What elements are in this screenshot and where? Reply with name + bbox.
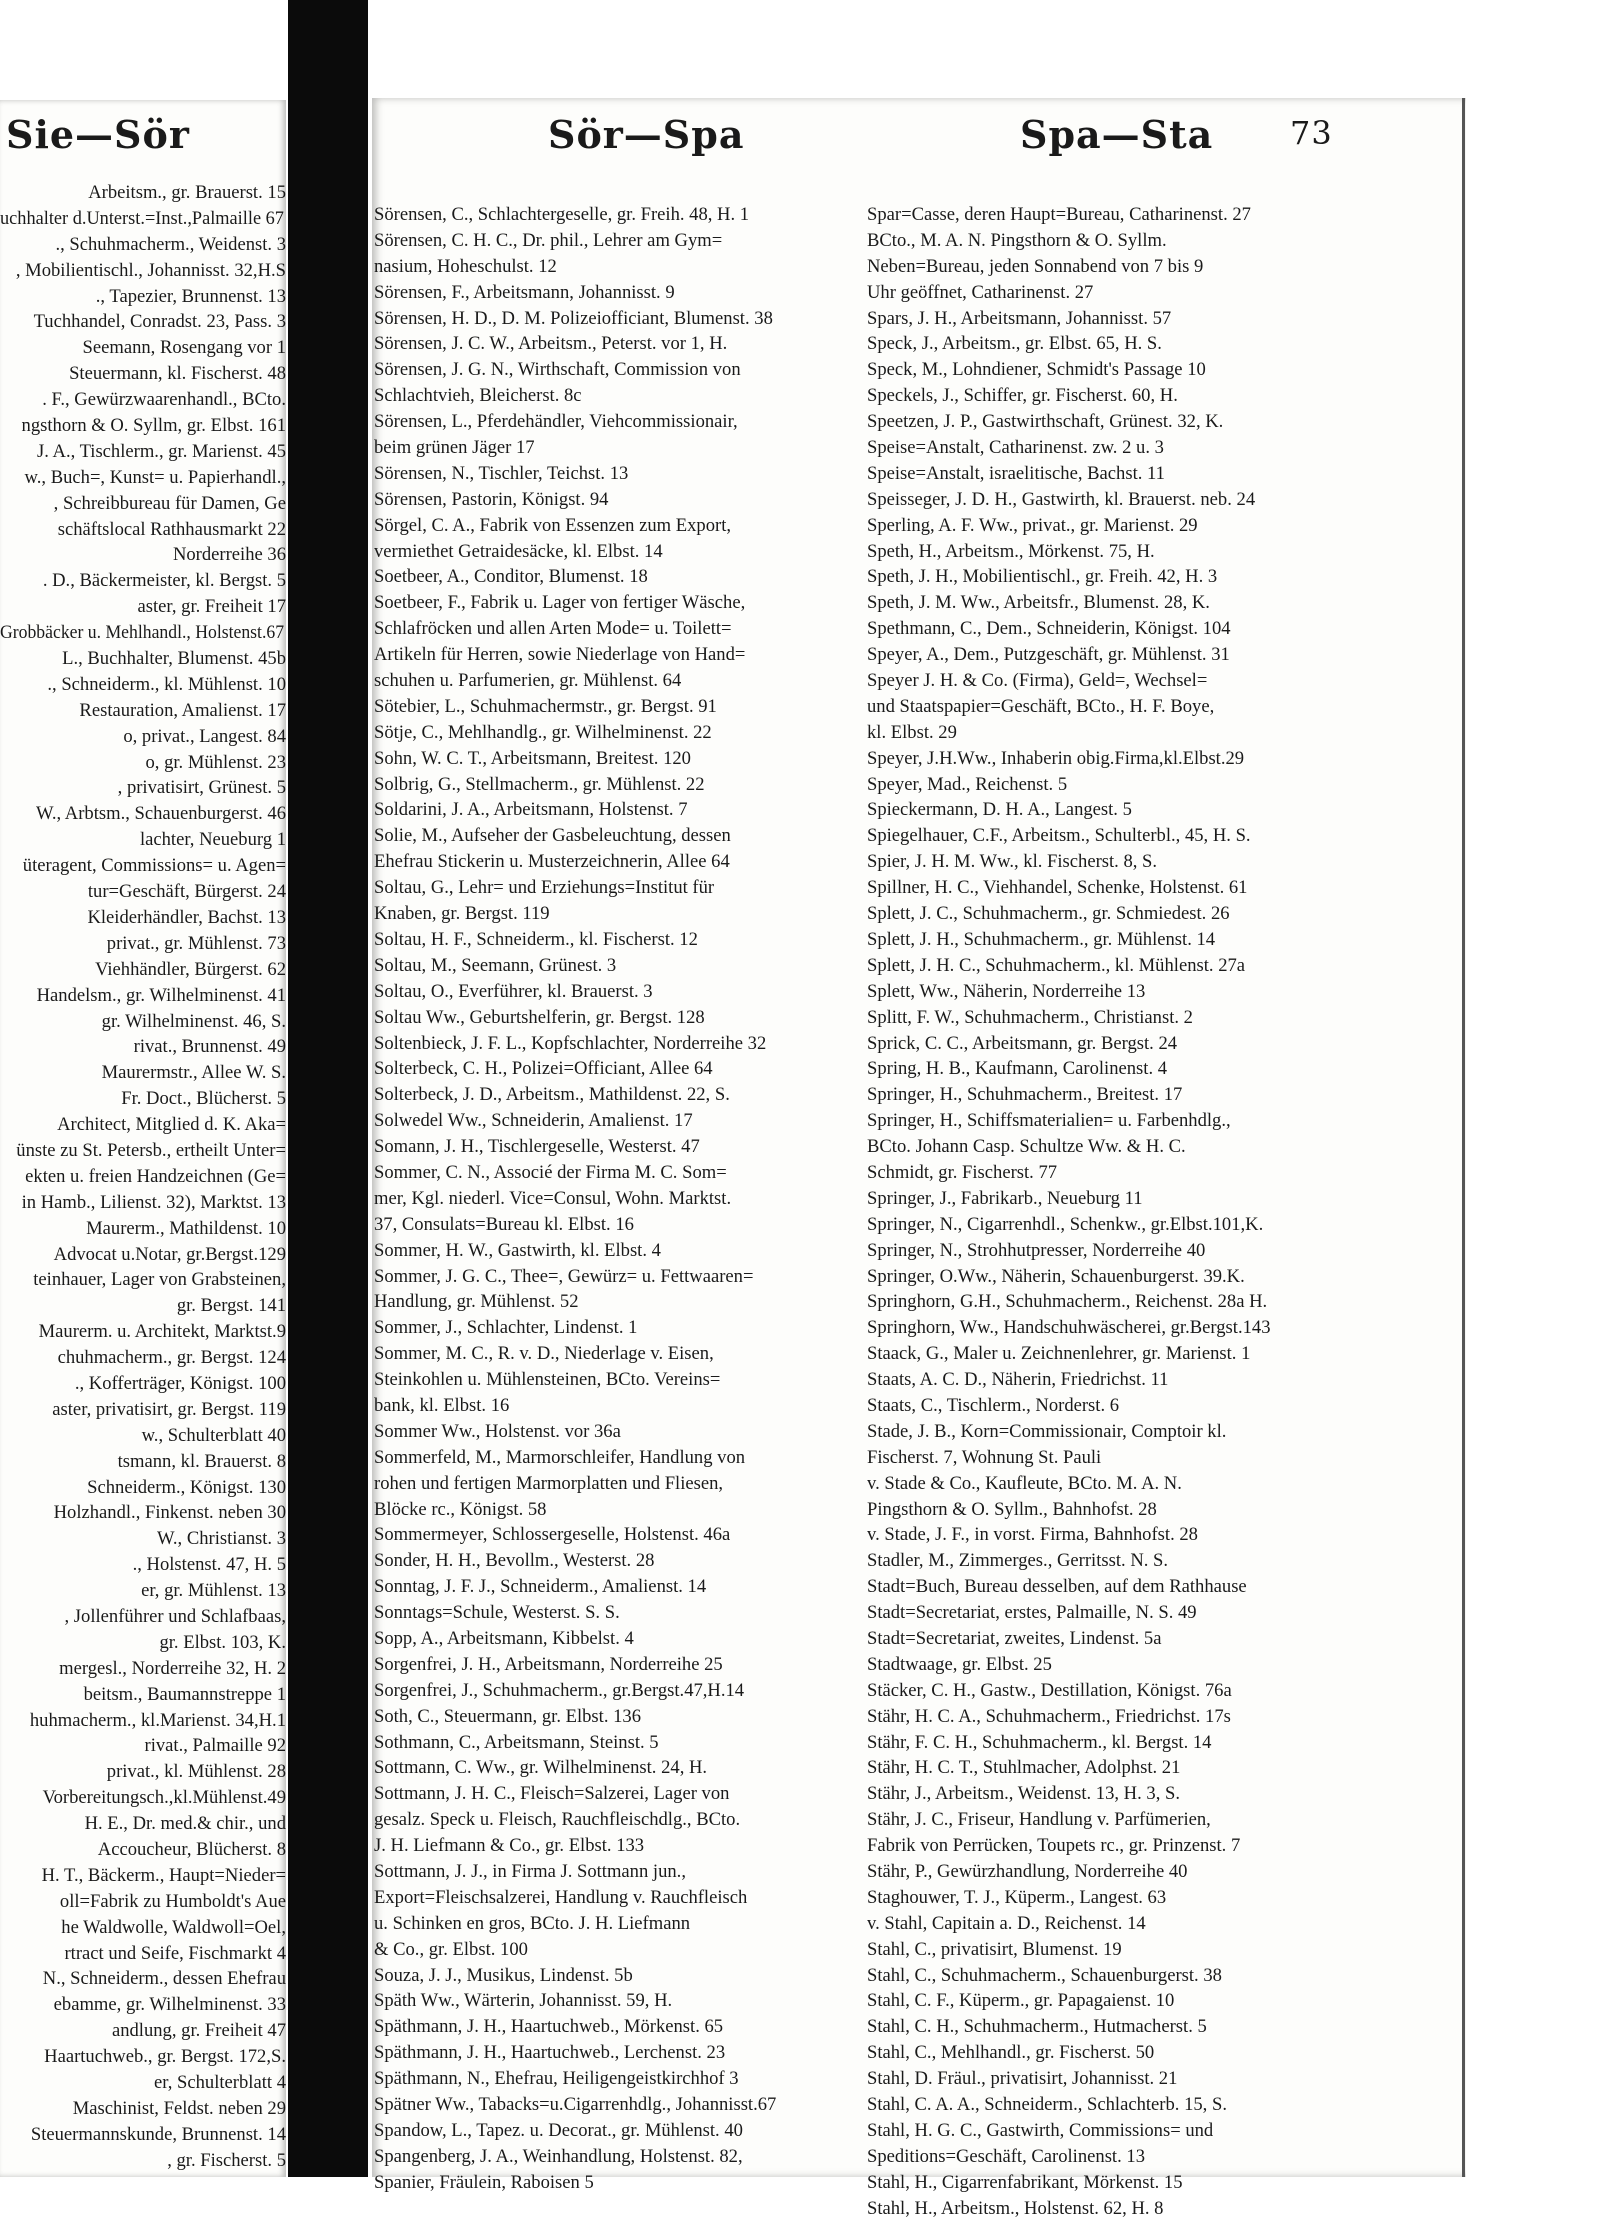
directory-entry-line: Spiegelhauer, C.F., Arbeitsm., Schulterbl., 45, H. S.	[867, 825, 1251, 847]
directory-entry-line: Springer, N., Strohhutpresser, Norderreihe 40	[867, 1239, 1206, 1261]
directory-entry-line: Sörensen, L., Pferdehändler, Viehcommissionair,	[374, 411, 738, 433]
directory-entry-line: bank, kl. Elbst. 16	[374, 1394, 510, 1416]
directory-entry-line: Speise=Anstalt, Catharinenst. zw. 2 u. 3	[867, 437, 1164, 459]
directory-entry-line: Sörensen, C., Schlachtergeselle, gr. Freih. 48, H. 1	[374, 204, 750, 225]
directory-entry-line: Steuermann, kl. Fischerst. 48	[69, 363, 286, 385]
directory-entry-line: Sörensen, Pastorin, Königst. 94	[374, 488, 609, 510]
directory-entry-line: w., Buch=, Kunst= u. Papierhandl.,	[24, 466, 286, 488]
directory-entry-line: Neben=Bureau, jeden Sonnabend von 7 bis 9	[867, 255, 1204, 277]
directory-entry-line: Grobbäcker u. Mehlhandl., Holstenst.67	[0, 622, 285, 644]
directory-entry-line: schuhen u. Parfumerien, gr. Mühlenst. 64	[374, 670, 682, 692]
directory-entry-line: Speyer, Mad., Reichenst. 5	[867, 773, 1068, 795]
directory-entry-line: Schlachtvieh, Bleicherst. 8c	[374, 385, 582, 407]
directory-entry-line: Solie, M., Aufseher der Gasbeleuchtung, dessen	[374, 825, 731, 847]
directory-entry-line: Splett, J. H. C., Schuhmacherm., kl. Mühlenst. 27a	[867, 954, 1246, 976]
directory-entry-line: Solterbeck, J. D., Arbeitsm., Mathildenst. 22, S.	[374, 1084, 730, 1106]
directory-entry-line: tsmann, kl. Brauerst. 8	[117, 1450, 286, 1472]
directory-entry-line: Speckels, J., Schiffer, gr. Fischerst. 60, H.	[867, 385, 1178, 407]
directory-entry-line: H. T., Bäckerm., Haupt=Nieder=	[41, 1864, 286, 1886]
directory-entry-line: Staats, C., Tischlerm., Norderst. 6	[867, 1394, 1120, 1416]
directory-entry-line: er, Schulterblatt 4	[154, 2072, 286, 2094]
directory-entry-line: Soetbeer, F., Fabrik u. Lager von fertiger Wäsche,	[374, 592, 746, 614]
directory-entry-line: , Jollenführer und Schlafbaas,	[64, 1605, 286, 1627]
directory-entry-line: w., Schulterblatt 40	[141, 1424, 286, 1446]
directory-entry-line: Sommer, M. C., R. v. D., Niederlage v. Eisen,	[374, 1343, 714, 1365]
directory-entry-line: Stähr, P., Gewürzhandlung, Norderreihe 40	[867, 1861, 1188, 1882]
directory-entry-line: Somann, J. H., Tischlergeselle, Westerst. 47	[374, 1136, 700, 1158]
directory-entry-line: Soltenbieck, J. F. L., Kopfschlachter, Norderreihe 32	[374, 1032, 767, 1054]
right-page	[372, 98, 1466, 2219]
directory-entry-line: Schmidt, gr. Fischerst. 77	[867, 1161, 1058, 1183]
directory-entry-line: rivat., Palmaille 92	[144, 1735, 286, 1757]
directory-entry-line: Spar=Casse, deren Haupt=Bureau, Catharinenst. 27	[867, 204, 1251, 225]
directory-entry-line: ekten u. freien Handzeichnen (Ge=	[25, 1165, 286, 1187]
directory-entry-line: Speck, J., Arbeitsm., gr. Elbst. 65, H. S.	[867, 333, 1162, 355]
directory-entry-line: Viehhändler, Bürgerst. 62	[95, 958, 286, 980]
directory-entry-line: ebamme, gr. Wilhelminenst. 33	[53, 1994, 286, 2016]
directory-entry-line: gr. Bergst. 141	[176, 1295, 286, 1317]
directory-entry-line: ., Schuhmacherm., Weidenst. 3	[55, 233, 286, 255]
directory-entry-line: Späthmann, J. H., Haartuchweb., Lerchenst. 23	[374, 2042, 726, 2064]
directory-entry-line: Steuermannskunde, Brunnenst. 14	[30, 2123, 286, 2145]
directory-entry-line: Stahl, C. A. A., Schneiderm., Schlachterb. 15, S.	[867, 2094, 1227, 2116]
directory-entry-line: Splett, J. H., Schuhmacherm., gr. Mühlenst. 14	[867, 928, 1216, 950]
directory-entry-line: Soetbeer, A., Conditor, Blumenst. 18	[374, 566, 648, 588]
directory-entry-line: Stähr, J., Arbeitsm., Weidenst. 13, H. 3, S.	[867, 1783, 1180, 1805]
directory-entry-line: Tuchhandel, Conradst. 23, Pass. 3	[33, 311, 286, 333]
directory-entry-line: Artikeln für Herren, sowie Niederlage von Hand=	[374, 644, 746, 666]
directory-entry-line: Seemann, Rosengang vor 1	[82, 337, 286, 359]
directory-entry-line: rohen und fertigen Marmorplatten und Fliesen,	[374, 1472, 724, 1494]
directory-entry-line: Sperling, A. F. Ww., privat., gr. Marienst. 29	[867, 514, 1198, 536]
directory-entry-line: Sörgel, C. A., Fabrik von Essenzen zum Export,	[374, 514, 732, 536]
directory-entry-line: beim grünen Jäger 17	[374, 437, 535, 459]
directory-entry-line: er, gr. Mühlenst. 13	[141, 1580, 286, 1602]
directory-entry-line: Solbrig, G., Stellmacherm., gr. Mühlenst. 22	[374, 773, 705, 795]
directory-entry-line: Sörensen, F., Arbeitsmann, Johannisst. 9	[374, 281, 675, 303]
directory-entry-line: W., Christianst. 3	[157, 1528, 286, 1550]
directory-entry-line: Spätner Ww., Tabacks=u.Cigarrenhdlg., Johannisst.67	[374, 2094, 777, 2116]
directory-entry-line: . D., Bäckermeister, kl. Bergst. 5	[42, 570, 286, 592]
directory-entry-line: Staghouwer, T. J., Küperm., Langest. 63	[867, 1886, 1167, 1908]
directory-entry-line: Speck, M., Lohndiener, Schmidt's Passage 10	[867, 359, 1206, 381]
directory-entry-line: Speise=Anstalt, israelitische, Bachst. 11	[867, 462, 1165, 484]
binding-shadow	[288, 0, 368, 2177]
directory-entry-line: Stähr, H. C. A., Schuhmacherm., Friedrichst. 17s	[867, 1705, 1231, 1727]
directory-entry-line: , Schreibbureau für Damen, Ge	[53, 492, 286, 514]
directory-entry-line: Stahl, C. F., Küperm., gr. Papagaienst. 10	[867, 1990, 1175, 2012]
directory-entry-line: Speth, J. H., Mobilientischl., gr. Freih. 42, H. 3	[867, 566, 1218, 588]
directory-entry-line: Haartuchweb., gr. Bergst. 172,S.	[44, 2046, 286, 2068]
directory-entry-line: und Staatspapier=Geschäft, BCto., H. F. Boye,	[867, 695, 1215, 717]
directory-entry-line: Knaben, gr. Bergst. 119	[374, 903, 550, 925]
directory-entry-line: , gr. Fischerst. 5	[167, 2149, 286, 2171]
directory-entry-line: Sörensen, N., Tischler, Teichst. 13	[374, 462, 629, 484]
directory-entry-line: Soth, C., Steuermann, gr. Elbst. 136	[374, 1705, 642, 1727]
directory-entry-line: Handelsm., gr. Wilhelminenst. 41	[36, 984, 286, 1006]
directory-entry-line: Späthmann, J. H., Haartuchweb., Mörkenst. 65	[374, 2016, 724, 2038]
directory-entry-line: Sommer Ww., Holstenst. vor 36a	[374, 1420, 621, 1442]
directory-entry-line: Fr. Doct., Blücherst. 5	[121, 1088, 286, 1110]
directory-entry-line: Ehefrau Stickerin u. Musterzeichnerin, Allee 64	[374, 851, 730, 873]
directory-entry-line: Stade, J. B., Korn=Commissionair, Comptoir kl.	[867, 1420, 1227, 1442]
directory-entry-line: ünste zu St. Petersb., ertheilt Unter=	[16, 1139, 286, 1161]
directory-entry-line: privat., kl. Mühlenst. 28	[106, 1761, 286, 1783]
directory-entry-line: Speyer J. H. & Co. (Firma), Geld=, Wechsel=	[867, 670, 1208, 692]
directory-entry-line: Restauration, Amalienst. 17	[79, 699, 286, 721]
directory-entry-line: chuhmacherm., gr. Bergst. 124	[57, 1347, 286, 1369]
directory-entry-line: Stadler, M., Zimmerges., Gerritsst. N. S.	[867, 1550, 1169, 1572]
directory-entry-line: Spars, J. H., Arbeitsmann, Johannisst. 57	[867, 307, 1172, 329]
directory-entry-line: beitsm., Baumannstreppe 1	[83, 1683, 286, 1705]
left-page-column	[0, 180, 286, 2174]
directory-entry-line: W., Arbtsm., Schauenburgerst. 46	[36, 803, 286, 825]
directory-entry-line: Staats, A. C. D., Näherin, Friedrichst. 11	[867, 1369, 1169, 1391]
directory-entry-line: v. Stahl, Capitain a. D., Reichenst. 14	[867, 1912, 1146, 1934]
page-edge	[1462, 98, 1465, 2177]
directory-entry-line: Springer, J., Fabrikarb., Neueburg 11	[867, 1187, 1143, 1209]
directory-entry-line: Export=Fleischsalzerei, Handlung v. Rauchfleisch	[374, 1886, 748, 1908]
directory-entry-line: Norderreihe 36	[172, 544, 286, 566]
directory-entry-line: o, privat., Langest. 84	[123, 725, 286, 747]
directory-entry-line: ngsthorn & O. Syllm, gr. Elbst. 161	[21, 415, 286, 437]
directory-entry-line: Spier, J. H. M. Ww., kl. Fischerst. 8, S.	[867, 851, 1158, 873]
directory-entry-line: Speyer, A., Dem., Putzgeschäft, gr. Mühlenst. 31	[867, 644, 1230, 666]
directory-entry-line: 37, Consulats=Bureau kl. Elbst. 16	[374, 1213, 634, 1235]
directory-entry-line: Stahl, H., Cigarrenfabrikant, Mörkenst. 15	[867, 2171, 1183, 2193]
directory-entry-line: Spring, H. B., Kaufmann, Carolinenst. 4	[867, 1058, 1168, 1080]
directory-entry-line: Sörensen, J. C. W., Arbeitsm., Peterst. vor 1, H.	[374, 333, 728, 355]
directory-entry-line: Stähr, J. C., Friseur, Handlung v. Parfümerien,	[867, 1809, 1211, 1831]
directory-entry-line: Springer, H., Schuhmacherm., Breitest. 17	[867, 1084, 1183, 1106]
directory-entry-line: ., Schneiderm., kl. Mühlenst. 10	[47, 673, 286, 695]
directory-entry-line: BCto. Johann Casp. Schultze Ww. & H. C.	[867, 1136, 1186, 1158]
directory-entry-line: Sonder, H. H., Bevollm., Westerst. 28	[374, 1550, 655, 1572]
directory-entry-line: Sohn, W. C. T., Arbeitsmann, Breitest. 120	[374, 747, 691, 769]
directory-entry-line: J. A., Tischlerm., gr. Marienst. 45	[37, 440, 286, 462]
directory-entry-line: Sottmann, J. H. C., Fleisch=Salzerei, Lager von	[374, 1783, 730, 1805]
directory-entry-line: Stahl, C., Mehlhandl., gr. Fischerst. 50	[867, 2042, 1155, 2064]
directory-entry-line: Soltau, O., Everführer, kl. Brauerst. 3	[374, 980, 653, 1002]
directory-entry-line: Maschinist, Feldst. neben 29	[72, 2097, 286, 2119]
directory-entry-line: Soltau, G., Lehr= und Erziehungs=Institut für	[374, 877, 715, 899]
directory-entry-line: Späthmann, N., Ehefrau, Heiligengeistkirchhof 3	[374, 2068, 739, 2090]
directory-entry-line: Advocat u.Notar, gr.Bergst.129	[53, 1243, 286, 1265]
directory-entry-line: Maurermstr., Allee W. S.	[101, 1062, 286, 1084]
directory-entry-line: Springhorn, Ww., Handschuhwäscherei, gr.Bergst.143	[867, 1317, 1271, 1339]
directory-entry-line: BCto., M. A. N. Pingsthorn & O. Syllm.	[867, 229, 1167, 251]
directory-entry-line: o, gr. Mühlenst. 23	[145, 751, 286, 773]
directory-entry-line: gr. Elbst. 103, K.	[159, 1631, 286, 1653]
directory-entry-line: Sörensen, C. H. C., Dr. phil., Lehrer am Gym=	[374, 229, 723, 251]
directory-entry-line: Stahl, C. H., Schuhmacherm., Hutmacherst. 5	[867, 2016, 1207, 2038]
directory-entry-line: u. Schinken en gros, BCto. J. H. Liefmann	[374, 1912, 691, 1934]
directory-entry-line: Springhorn, G.H., Schuhmacherm., Reichenst. 28a H.	[867, 1291, 1268, 1313]
directory-entry-line: Springer, H., Schiffsmaterialien= u. Farbenhdlg.,	[867, 1110, 1231, 1132]
directory-entry-line: Maurerm., Mathildenst. 10	[86, 1217, 286, 1239]
directory-entry-line: v. Stade, J. F., in vorst. Firma, Bahnhofst. 28	[867, 1524, 1198, 1546]
directory-entry-line: üteragent, Commissions= u. Agen=	[22, 855, 286, 877]
directory-entry-line: Staack, G., Maler u. Zeichnenlehrer, gr. Marienst. 1	[867, 1343, 1251, 1365]
directory-entry-line: L., Buchhalter, Blumenst. 45b	[62, 648, 286, 670]
directory-entry-line: Architect, Mitglied d. K. Aka=	[57, 1114, 286, 1136]
left-page-header: Sie—Sör	[6, 112, 190, 157]
directory-entry-line: Blöcke rc., Königst. 58	[374, 1498, 547, 1520]
directory-entry-line: Sötebier, L., Schuhmachermstr., gr. Bergst. 91	[374, 695, 717, 717]
directory-entry-line: Sothmann, C., Arbeitsmann, Steinst. 5	[374, 1731, 659, 1753]
directory-entry-line: Vorbereitungsch.,kl.Mühlenst.49	[42, 1787, 286, 1809]
middle-column	[374, 202, 862, 2196]
directory-entry-line: nasium, Hoheschulst. 12	[374, 255, 557, 277]
directory-entry-line: Soltau Ww., Geburtshelferin, gr. Bergst. 128	[374, 1006, 705, 1028]
right-page-header-right: Spa—Sta	[1020, 112, 1214, 157]
directory-entry-line: huhmacherm., kl.Marienst. 34,H.1	[29, 1709, 286, 1731]
directory-entry-line: privat., gr. Mühlenst. 73	[106, 932, 286, 954]
directory-entry-line: Stahl, D. Fräul., privatisirt, Johannisst. 21	[867, 2068, 1178, 2090]
directory-entry-line: lachter, Neueburg 1	[139, 829, 286, 851]
left-page	[0, 100, 286, 2177]
directory-entry-line: , Mobilientischl., Johannisst. 32,H.S	[15, 259, 286, 281]
directory-entry-line: tur=Geschäft, Bürgerst. 24	[87, 881, 286, 903]
directory-entry-line: Spandow, L., Tapez. u. Decorat., gr. Mühlenst. 40	[374, 2119, 743, 2141]
directory-entry-line: Sommer, J., Schlachter, Lindenst. 1	[374, 1317, 638, 1339]
directory-entry-line: Sommer, H. W., Gastwirth, kl. Elbst. 4	[374, 1239, 661, 1261]
directory-entry-line: Soltau, M., Seemann, Grünest. 3	[374, 954, 617, 976]
directory-entry-line: Stahl, H., Arbeitsm., Holstenst. 62, H. 8	[867, 2197, 1164, 2219]
directory-entry-line: rtract und Seife, Fischmarkt 4	[64, 1942, 286, 1964]
directory-entry-line: Maurerm. u. Architekt, Marktst.9	[38, 1321, 286, 1343]
directory-entry-line: gesalz. Speck u. Fleisch, Rauchfleischdlg., BCto.	[374, 1809, 741, 1831]
directory-entry-line: Spieckermann, D. H. A., Langest. 5	[867, 799, 1132, 821]
directory-entry-line: Späth Ww., Wärterin, Johannisst. 59, H.	[374, 1990, 673, 2012]
directory-entry-line: Stadt=Secretariat, erstes, Palmaille, N. S. 49	[867, 1602, 1197, 1624]
directory-entry-line: Speyer, J.H.Ww., Inhaberin obig.Firma,kl.Elbst.29	[867, 747, 1245, 769]
directory-entry-line: Stähr, H. C. T., Stuhlmacher, Adolphst. 21	[867, 1757, 1181, 1779]
directory-entry-line: Sprick, C. C., Arbeitsmann, gr. Bergst. 24	[867, 1032, 1178, 1054]
directory-entry-line: Sonntags=Schule, Westerst. S. S.	[374, 1602, 620, 1624]
directory-entry-line: Arbeitsm., gr. Brauerst. 15	[88, 182, 286, 203]
directory-entry-line: Stadt=Secretariat, zweites, Lindenst. 5a	[867, 1627, 1162, 1649]
directory-entry-line: Stahl, H. G. C., Gastwirth, Commissions= und	[867, 2119, 1214, 2141]
directory-entry-line: Fischerst. 7, Wohnung St. Pauli	[867, 1446, 1102, 1468]
directory-entry-line: Sörensen, H. D., D. M. Polizeiofficiant, Blumenst. 38	[374, 307, 773, 329]
directory-entry-line: Splett, J. C., Schuhmacherm., gr. Schmiedest. 26	[867, 903, 1230, 925]
right-column	[867, 202, 1367, 2221]
directory-entry-line: Splitt, F. W., Schuhmacherm., Christianst. 2	[867, 1006, 1193, 1028]
directory-entry-line: Sommerfeld, M., Marmorschleifer, Handlung von	[374, 1446, 746, 1468]
directory-entry-line: schäftslocal Rathhausmarkt 22	[57, 518, 286, 540]
page-number: 73	[1290, 114, 1333, 152]
directory-entry-line: Sorgenfrei, J. H., Arbeitsmann, Norderreihe 25	[374, 1653, 723, 1675]
directory-entry-line: Springer, N., Cigarrenhdl., Schenkw., gr.Elbst.101,K.	[867, 1213, 1264, 1235]
directory-entry-line: gr. Wilhelminenst. 46, S.	[101, 1010, 286, 1032]
directory-entry-line: Holzhandl., Finkenst. neben 30	[53, 1502, 286, 1524]
directory-entry-line: Stahl, C., privatisirt, Blumenst. 19	[867, 1938, 1122, 1960]
directory-entry-line: Sonntag, J. F. J., Schneiderm., Amalienst. 14	[374, 1576, 707, 1598]
directory-entry-line: Steinkohlen u. Mühlensteinen, BCto. Vereins=	[374, 1369, 721, 1391]
directory-entry-line: oll=Fabrik zu Humboldt's Aue	[59, 1890, 286, 1912]
directory-entry-line: Sottmann, C. Ww., gr. Wilhelminenst. 24, H.	[374, 1757, 708, 1779]
directory-entry-line: Stahl, C., Schuhmacherm., Schauenburgerst. 38	[867, 1964, 1222, 1986]
directory-entry-line: Splett, Ww., Näherin, Norderreihe 13	[867, 980, 1146, 1002]
directory-entry-line: Speth, J. M. Ww., Arbeitsfr., Blumenst. 28, K.	[867, 592, 1210, 614]
directory-entry-line: Sopp, A., Arbeitsmann, Kibbelst. 4	[374, 1627, 634, 1649]
directory-entry-line: Stähr, F. C. H., Schuhmacherm., kl. Bergst. 14	[867, 1731, 1212, 1753]
directory-entry-line: Spethmann, C., Dem., Schneiderin, Königst. 104	[867, 618, 1231, 640]
directory-entry-line: Soltau, H. F., Schneiderm., kl. Fischerst. 12	[374, 928, 698, 950]
directory-entry-line: Sommer, C. N., Associé der Firma M. C. Som=	[374, 1161, 727, 1183]
directory-entry-line: Schneiderm., Königst. 130	[87, 1476, 286, 1498]
directory-entry-line: Spangenberg, J. A., Weinhandlung, Holstenst. 82,	[374, 2145, 743, 2167]
directory-entry-line: aster, privatisirt, gr. Bergst. 119	[52, 1398, 286, 1420]
directory-entry-line: ., Kofferträger, Königst. 100	[74, 1372, 286, 1394]
directory-entry-line: Sorgenfrei, J., Schuhmacherm., gr.Bergst.47,H.14	[374, 1679, 745, 1701]
directory-entry-line: Sommermeyer, Schlossergeselle, Holstenst. 46a	[374, 1524, 731, 1546]
directory-entry-line: Pingsthorn & O. Syllm., Bahnhofst. 28	[867, 1498, 1157, 1520]
directory-entry-line: teinhauer, Lager von Grabsteinen,	[33, 1269, 286, 1291]
directory-entry-line: Accoucheur, Blücherst. 8	[97, 1839, 286, 1860]
directory-entry-line: Speisseger, J. D. H., Gastwirth, kl. Brauerst. neb. 24	[867, 488, 1256, 510]
directory-entry-line: Spillner, H. C., Viehhandel, Schenke, Holstenst. 61	[867, 877, 1248, 899]
directory-entry-line: aster, gr. Freiheit 17	[137, 596, 286, 618]
directory-entry-line: Solwedel Ww., Schneiderin, Amalienst. 17	[374, 1110, 693, 1132]
directory-entry-line: Souza, J. J., Musikus, Lindenst. 5b	[374, 1964, 633, 1986]
directory-entry-line: J. H. Liefmann & Co., gr. Elbst. 133	[374, 1835, 645, 1857]
directory-entry-line: rivat., Brunnenst. 49	[133, 1036, 286, 1058]
directory-entry-line: kl. Elbst. 29	[867, 721, 957, 743]
directory-entry-line: Schlafröcken und allen Arten Mode= u. Toilett=	[374, 618, 732, 640]
directory-entry-line: andlung, gr. Freiheit 47	[111, 2020, 286, 2042]
directory-entry-line: mer, Kgl. niederl. Vice=Consul, Wohn. Marktst.	[374, 1187, 732, 1209]
directory-entry-line: Soldarini, J. A., Arbeitsmann, Holstenst. 7	[374, 799, 688, 821]
directory-entry-line: Sörensen, J. G. N., Wirthschaft, Commission von	[374, 359, 741, 381]
directory-entry-line: Kleiderhändler, Bachst. 13	[87, 906, 286, 928]
directory-entry-line: Stadt=Buch, Bureau desselben, auf dem Rathhause	[867, 1576, 1247, 1598]
directory-entry-line: Solterbeck, C. H., Polizei=Officiant, Allee 64	[374, 1058, 713, 1080]
directory-entry-line: Speth, H., Arbeitsm., Mörkenst. 75, H.	[867, 540, 1155, 562]
directory-entry-line: Handlung, gr. Mühlenst. 52	[374, 1291, 579, 1313]
directory-entry-line: v. Stade & Co., Kaufleute, BCto. M. A. N.	[867, 1472, 1182, 1494]
directory-entry-line: ., Holstenst. 47, H. 5	[132, 1554, 286, 1576]
directory-entry-line: mergesl., Norderreihe 32, H. 2	[59, 1657, 286, 1679]
directory-entry-line: Sötje, C., Mehlhandlg., gr. Wilhelminenst. 22	[374, 721, 712, 743]
directory-entry-line: Stadtwaage, gr. Elbst. 25	[867, 1653, 1052, 1675]
directory-entry-line: Uhr geöffnet, Catharinenst. 27	[867, 281, 1094, 303]
directory-entry-line: vermiethet Getraidesäcke, kl. Elbst. 14	[374, 540, 663, 562]
directory-entry-line: , privatisirt, Grünest. 5	[117, 777, 286, 799]
directory-entry-line: Springer, O.Ww., Näherin, Schauenburgerst. 39.K.	[867, 1265, 1245, 1287]
directory-entry-line: in Hamb., Lilienst. 32), Marktst. 13	[21, 1191, 286, 1213]
directory-entry-line: Stäcker, C. H., Gastw., Destillation, Königst. 76a	[867, 1679, 1232, 1701]
directory-entry-line: N., Schneiderm., dessen Ehefrau	[42, 1968, 286, 1990]
directory-entry-line: Sottmann, J. J., in Firma J. Sottmann jun.,	[374, 1861, 686, 1882]
directory-entry-line: Speetzen, J. P., Gastwirthschaft, Grünest. 32, K.	[867, 411, 1224, 433]
directory-entry-line: he Waldwolle, Waldwoll=Oel,	[61, 1916, 286, 1938]
directory-entry-line: Spanier, Fräulein, Raboisen 5	[374, 2171, 594, 2193]
directory-entry-line: Sommer, J. G. C., Thee=, Gewürz= u. Fettwaaren=	[374, 1265, 754, 1287]
directory-entry-line: H. E., Dr. med.& chir., und	[84, 1813, 286, 1835]
directory-entry-line: Fabrik von Perrücken, Toupets rc., gr. Prinzenst. 7	[867, 1835, 1241, 1857]
directory-entry-line: uchhalter d.Unterst.=Inst.,Palmaille 67	[0, 207, 284, 229]
directory-entry-line: . F., Gewürzwaarenhandl., BCto.	[42, 389, 286, 411]
directory-entry-line: ., Tapezier, Brunnenst. 13	[95, 285, 286, 307]
directory-entry-line: Speditions=Geschäft, Carolinenst. 13	[867, 2145, 1145, 2167]
right-page-header-left: Sör—Spa	[548, 112, 745, 157]
directory-entry-line: & Co., gr. Elbst. 100	[374, 1938, 528, 1960]
